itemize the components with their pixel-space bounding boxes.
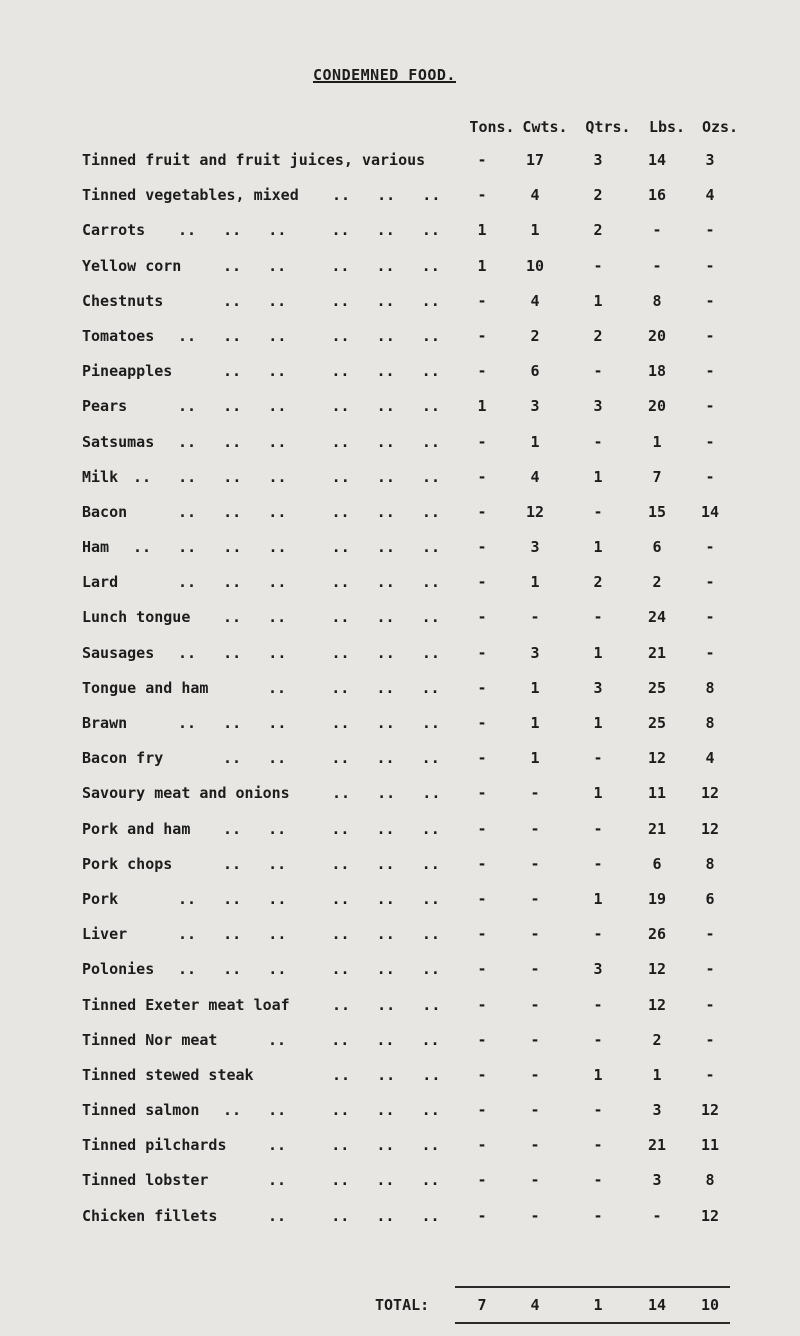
leader-dots: .. .. .. bbox=[332, 1065, 441, 1084]
cell-tons: - bbox=[477, 714, 487, 732]
cell-lbs: 2 bbox=[652, 1030, 662, 1049]
cell-qtrs: - bbox=[593, 1030, 603, 1049]
cell-cwts: 1 bbox=[530, 714, 540, 732]
table-row bbox=[0, 215, 800, 250]
table-row bbox=[0, 180, 800, 215]
cell-qtrs: 1 bbox=[593, 467, 603, 486]
cell-cwts: - bbox=[530, 819, 540, 838]
item-name: Tinned fruit and fruit juices, various bbox=[82, 151, 426, 169]
cell-tons: - bbox=[477, 1101, 487, 1120]
cell-cwts: - bbox=[530, 889, 540, 908]
cell-ozs: 12 bbox=[700, 784, 720, 803]
item-name: Tinned pilchards bbox=[82, 1136, 227, 1155]
cell-lbs: 15 bbox=[647, 502, 667, 521]
cell-cwts: 12 bbox=[525, 502, 545, 521]
item-name: Milk bbox=[82, 467, 119, 486]
leader-dots: .. .. .. .. .. .. bbox=[178, 714, 440, 732]
cell-lbs: - bbox=[652, 1206, 662, 1225]
cell-cwts: 10 bbox=[525, 256, 545, 275]
cell-ozs: - bbox=[705, 291, 715, 310]
table-row bbox=[0, 1095, 800, 1130]
table-row bbox=[0, 884, 800, 919]
cell-ozs: - bbox=[705, 256, 715, 275]
cell-qtrs: - bbox=[593, 362, 603, 381]
table-row bbox=[0, 1201, 800, 1236]
cell-tons: - bbox=[477, 573, 487, 592]
cell-cwts: 1 bbox=[530, 221, 540, 240]
column-header-lbs: Lbs. bbox=[648, 118, 686, 136]
cell-cwts: 17 bbox=[525, 151, 545, 169]
cell-tons: - bbox=[477, 538, 487, 557]
cell-cwts: 3 bbox=[530, 643, 540, 662]
cell-tons: - bbox=[477, 432, 487, 451]
cell-qtrs: 2 bbox=[593, 573, 603, 592]
cell-lbs: 12 bbox=[647, 995, 667, 1014]
table-row bbox=[0, 743, 800, 778]
leader-dots: .. .. .. bbox=[332, 784, 441, 803]
cell-tons: - bbox=[477, 151, 487, 169]
item-name: Tinned vegetables, mixed bbox=[82, 186, 299, 205]
cell-tons: - bbox=[477, 889, 487, 908]
cell-tons: - bbox=[477, 1030, 487, 1049]
table-row bbox=[0, 251, 800, 286]
cell-ozs: 8 bbox=[705, 854, 715, 873]
cell-cwts: 1 bbox=[530, 678, 540, 697]
leader-dots: .. .. .. .. .. bbox=[223, 362, 440, 381]
leader-dots: .. .. .. .. .. .. bbox=[178, 889, 440, 908]
cell-tons: - bbox=[477, 995, 487, 1014]
item-name: Tomatoes bbox=[82, 326, 155, 345]
cell-qtrs: - bbox=[593, 256, 603, 275]
table-row bbox=[0, 356, 800, 391]
item-name: Satsumas bbox=[82, 432, 155, 451]
table-row bbox=[0, 919, 800, 954]
item-name: Chestnuts bbox=[82, 291, 164, 310]
leader-dots: .. .. .. bbox=[332, 995, 441, 1014]
cell-lbs: 21 bbox=[647, 819, 667, 838]
cell-lbs: 3 bbox=[652, 1101, 662, 1120]
cell-lbs: 6 bbox=[652, 854, 662, 873]
cell-cwts: - bbox=[530, 1101, 540, 1120]
table-row bbox=[0, 1165, 800, 1200]
total-bottom-rule bbox=[455, 1322, 730, 1324]
cell-lbs: 19 bbox=[647, 889, 667, 908]
total-label: TOTAL: bbox=[375, 1296, 430, 1314]
cell-lbs: 21 bbox=[647, 643, 667, 662]
table-row bbox=[0, 145, 800, 180]
table-row bbox=[0, 1060, 800, 1095]
cell-qtrs: - bbox=[593, 925, 603, 944]
cell-qtrs: - bbox=[593, 854, 603, 873]
leader-dots: .. .. .. .. .. .. bbox=[178, 643, 440, 662]
cell-ozs: - bbox=[705, 432, 715, 451]
cell-tons: - bbox=[477, 854, 487, 873]
cell-cwts: 4 bbox=[530, 186, 540, 205]
table-row bbox=[0, 497, 800, 532]
table-row bbox=[0, 532, 800, 567]
cell-qtrs: - bbox=[593, 819, 603, 838]
item-name: Ham bbox=[82, 538, 110, 557]
cell-tons: - bbox=[477, 502, 487, 521]
cell-tons: - bbox=[477, 784, 487, 803]
cell-lbs: 11 bbox=[647, 784, 667, 803]
cell-tons: - bbox=[477, 925, 487, 944]
item-name: Pineapples bbox=[82, 362, 173, 381]
total-lbs: 14 bbox=[647, 1296, 667, 1314]
leader-dots: .. .. .. .. bbox=[268, 1136, 440, 1155]
cell-ozs: - bbox=[705, 538, 715, 557]
cell-cwts: 2 bbox=[530, 326, 540, 345]
cell-ozs: 4 bbox=[705, 186, 715, 205]
leader-dots: .. .. .. .. .. .. bbox=[178, 432, 440, 451]
cell-ozs: 8 bbox=[705, 1171, 715, 1190]
cell-qtrs: - bbox=[593, 1101, 603, 1120]
total-cwts: 4 bbox=[530, 1296, 540, 1314]
cell-tons: - bbox=[477, 1065, 487, 1084]
table-row bbox=[0, 708, 800, 743]
cell-qtrs: 1 bbox=[593, 714, 603, 732]
leader-dots: .. .. .. .. bbox=[268, 1030, 440, 1049]
cell-ozs: 12 bbox=[700, 1206, 720, 1225]
cell-tons: - bbox=[477, 608, 487, 627]
total-row bbox=[0, 1296, 800, 1324]
leader-dots: .. .. .. .. .. bbox=[223, 819, 440, 838]
cell-lbs: 16 bbox=[647, 186, 667, 205]
cell-lbs: 26 bbox=[647, 925, 667, 944]
cell-cwts: 1 bbox=[530, 432, 540, 451]
item-name: Tinned Exeter meat loaf bbox=[82, 995, 290, 1014]
cell-qtrs: 3 bbox=[593, 678, 603, 697]
cell-lbs: 7 bbox=[652, 467, 662, 486]
item-name: Tinned Nor meat bbox=[82, 1030, 218, 1049]
leader-dots: .. .. .. .. bbox=[268, 678, 440, 697]
cell-ozs: 8 bbox=[705, 714, 715, 732]
cell-tons: - bbox=[477, 678, 487, 697]
item-name: Pears bbox=[82, 397, 128, 416]
cell-lbs: 24 bbox=[647, 608, 667, 627]
column-header-ozs: Ozs. bbox=[701, 118, 739, 136]
cell-cwts: 6 bbox=[530, 362, 540, 381]
cell-tons: - bbox=[477, 1171, 487, 1190]
cell-cwts: - bbox=[530, 1030, 540, 1049]
cell-lbs: 21 bbox=[647, 1136, 667, 1155]
item-name: Chicken fillets bbox=[82, 1206, 218, 1225]
leader-dots: .. .. .. .. .. .. bbox=[178, 502, 440, 521]
leader-dots: .. .. .. .. .. .. .. bbox=[133, 538, 441, 557]
cell-cwts: 4 bbox=[530, 467, 540, 486]
column-header-tons: Tons. bbox=[469, 118, 515, 136]
cell-tons: - bbox=[477, 643, 487, 662]
cell-qtrs: 2 bbox=[593, 221, 603, 240]
cell-tons: - bbox=[477, 467, 487, 486]
food-table bbox=[0, 145, 800, 1236]
cell-lbs: 14 bbox=[647, 151, 667, 169]
total-top-rule bbox=[455, 1286, 730, 1288]
table-row bbox=[0, 286, 800, 321]
cell-ozs: - bbox=[705, 467, 715, 486]
cell-lbs: 1 bbox=[652, 432, 662, 451]
cell-ozs: 3 bbox=[705, 151, 715, 169]
cell-cwts: - bbox=[530, 1206, 540, 1225]
cell-qtrs: 1 bbox=[593, 1065, 603, 1084]
cell-lbs: 6 bbox=[652, 538, 662, 557]
table-row bbox=[0, 778, 800, 813]
cell-tons: - bbox=[477, 291, 487, 310]
cell-lbs: 12 bbox=[647, 749, 667, 768]
cell-ozs: 12 bbox=[700, 819, 720, 838]
cell-ozs: - bbox=[705, 221, 715, 240]
cell-lbs: - bbox=[652, 221, 662, 240]
cell-ozs: 12 bbox=[700, 1101, 720, 1120]
table-row bbox=[0, 638, 800, 673]
table-row bbox=[0, 814, 800, 849]
column-header-qtrs: Qtrs. bbox=[585, 118, 631, 136]
item-name: Tongue and ham bbox=[82, 678, 209, 697]
item-name: Sausages bbox=[82, 643, 155, 662]
item-name: Polonies bbox=[82, 960, 155, 979]
item-name: Liver bbox=[82, 925, 128, 944]
leader-dots: .. .. .. .. .. .. bbox=[178, 326, 440, 345]
cell-ozs: - bbox=[705, 1065, 715, 1084]
cell-cwts: - bbox=[530, 784, 540, 803]
total-ozs: 10 bbox=[700, 1296, 720, 1314]
cell-qtrs: 3 bbox=[593, 397, 603, 416]
cell-qtrs: - bbox=[593, 1136, 603, 1155]
leader-dots: .. .. .. .. .. bbox=[223, 256, 440, 275]
cell-lbs: 18 bbox=[647, 362, 667, 381]
item-name: Lard bbox=[82, 573, 119, 592]
table-row bbox=[0, 462, 800, 497]
cell-cwts: - bbox=[530, 854, 540, 873]
cell-lbs: 1 bbox=[652, 1065, 662, 1084]
cell-lbs: 20 bbox=[647, 397, 667, 416]
item-name: Pork chops bbox=[82, 854, 173, 873]
cell-ozs: - bbox=[705, 960, 715, 979]
cell-qtrs: 2 bbox=[593, 186, 603, 205]
cell-qtrs: 2 bbox=[593, 326, 603, 345]
page-heading: CONDEMNED FOOD. bbox=[313, 66, 456, 84]
cell-qtrs: - bbox=[593, 608, 603, 627]
cell-tons: - bbox=[477, 960, 487, 979]
cell-tons: - bbox=[477, 1206, 487, 1225]
cell-qtrs: - bbox=[593, 432, 603, 451]
leader-dots: .. .. .. .. .. bbox=[223, 608, 440, 627]
leader-dots: .. .. .. .. .. bbox=[223, 1101, 440, 1120]
cell-tons: 1 bbox=[477, 221, 487, 240]
cell-cwts: - bbox=[530, 995, 540, 1014]
item-name: Savoury meat and onions bbox=[82, 784, 290, 803]
cell-ozs: - bbox=[705, 573, 715, 592]
leader-dots: .. .. .. .. .. bbox=[223, 291, 440, 310]
cell-lbs: 25 bbox=[647, 714, 667, 732]
item-name: Bacon bbox=[82, 502, 128, 521]
table-row bbox=[0, 849, 800, 884]
table-row bbox=[0, 321, 800, 356]
item-name: Pork bbox=[82, 889, 119, 908]
cell-ozs: - bbox=[705, 397, 715, 416]
item-name: Pork and ham bbox=[82, 819, 191, 838]
cell-lbs: 12 bbox=[647, 960, 667, 979]
leader-dots: .. .. .. .. bbox=[268, 1171, 440, 1190]
cell-cwts: - bbox=[530, 960, 540, 979]
cell-ozs: - bbox=[705, 643, 715, 662]
table-row bbox=[0, 673, 800, 708]
cell-tons: - bbox=[477, 326, 487, 345]
leader-dots: .. .. .. .. .. .. bbox=[178, 221, 440, 240]
cell-qtrs: 1 bbox=[593, 784, 603, 803]
cell-ozs: 14 bbox=[700, 502, 720, 521]
cell-cwts: 1 bbox=[530, 749, 540, 768]
cell-lbs: 8 bbox=[652, 291, 662, 310]
cell-lbs: 3 bbox=[652, 1171, 662, 1190]
cell-ozs: - bbox=[705, 608, 715, 627]
item-name: Bacon fry bbox=[82, 749, 164, 768]
cell-qtrs: 3 bbox=[593, 960, 603, 979]
cell-ozs: 8 bbox=[705, 678, 715, 697]
cell-qtrs: - bbox=[593, 1171, 603, 1190]
table-row bbox=[0, 1130, 800, 1165]
cell-tons: 1 bbox=[477, 397, 487, 416]
total-tons: 7 bbox=[477, 1296, 487, 1314]
leader-dots: .. .. .. .. .. bbox=[223, 854, 440, 873]
cell-qtrs: - bbox=[593, 1206, 603, 1225]
leader-dots: .. .. .. .. .. .. bbox=[178, 925, 440, 944]
item-name: Lunch tongue bbox=[82, 608, 191, 627]
item-name: Carrots bbox=[82, 221, 146, 240]
cell-cwts: 4 bbox=[530, 291, 540, 310]
cell-lbs: - bbox=[652, 256, 662, 275]
column-header-cwts: Cwts. bbox=[522, 118, 568, 136]
cell-cwts: - bbox=[530, 1171, 540, 1190]
cell-cwts: 3 bbox=[530, 538, 540, 557]
leader-dots: .. .. .. .. bbox=[268, 1206, 440, 1225]
cell-cwts: 1 bbox=[530, 573, 540, 592]
cell-lbs: 2 bbox=[652, 573, 662, 592]
table-row bbox=[0, 990, 800, 1025]
cell-cwts: - bbox=[530, 1136, 540, 1155]
cell-cwts: 3 bbox=[530, 397, 540, 416]
cell-qtrs: 1 bbox=[593, 291, 603, 310]
cell-tons: - bbox=[477, 819, 487, 838]
cell-ozs: - bbox=[705, 995, 715, 1014]
cell-tons: - bbox=[477, 749, 487, 768]
cell-qtrs: - bbox=[593, 995, 603, 1014]
cell-qtrs: 1 bbox=[593, 538, 603, 557]
cell-cwts: - bbox=[530, 608, 540, 627]
item-name: Tinned lobster bbox=[82, 1171, 209, 1190]
total-qtrs: 1 bbox=[593, 1296, 603, 1314]
cell-qtrs: 3 bbox=[593, 151, 603, 169]
cell-ozs: 11 bbox=[700, 1136, 720, 1155]
cell-qtrs: 1 bbox=[593, 643, 603, 662]
leader-dots: .. .. .. .. .. .. bbox=[178, 960, 440, 979]
cell-ozs: 6 bbox=[705, 889, 715, 908]
table-row bbox=[0, 1025, 800, 1060]
cell-qtrs: - bbox=[593, 749, 603, 768]
cell-ozs: - bbox=[705, 925, 715, 944]
cell-ozs: - bbox=[705, 362, 715, 381]
cell-tons: - bbox=[477, 1136, 487, 1155]
cell-cwts: - bbox=[530, 925, 540, 944]
cell-lbs: 20 bbox=[647, 326, 667, 345]
cell-ozs: - bbox=[705, 1030, 715, 1049]
cell-ozs: 4 bbox=[705, 749, 715, 768]
table-row bbox=[0, 427, 800, 462]
item-name: Tinned stewed steak bbox=[82, 1065, 254, 1084]
table-row bbox=[0, 391, 800, 426]
cell-ozs: - bbox=[705, 326, 715, 345]
leader-dots: .. .. .. bbox=[332, 186, 441, 205]
cell-tons: - bbox=[477, 362, 487, 381]
item-name: Yellow corn bbox=[82, 256, 182, 275]
leader-dots: .. .. .. .. .. bbox=[223, 749, 440, 768]
leader-dots: .. .. .. .. .. .. bbox=[178, 573, 440, 592]
cell-tons: 1 bbox=[477, 256, 487, 275]
cell-tons: - bbox=[477, 186, 487, 205]
table-row bbox=[0, 602, 800, 637]
leader-dots: .. .. .. .. .. .. .. bbox=[133, 467, 441, 486]
leader-dots: .. .. .. .. .. .. bbox=[178, 397, 440, 416]
table-row bbox=[0, 954, 800, 989]
item-name: Tinned salmon bbox=[82, 1101, 200, 1120]
item-name: Brawn bbox=[82, 714, 128, 732]
cell-qtrs: 1 bbox=[593, 889, 603, 908]
cell-cwts: - bbox=[530, 1065, 540, 1084]
table-row bbox=[0, 567, 800, 602]
cell-lbs: 25 bbox=[647, 678, 667, 697]
cell-qtrs: - bbox=[593, 502, 603, 521]
